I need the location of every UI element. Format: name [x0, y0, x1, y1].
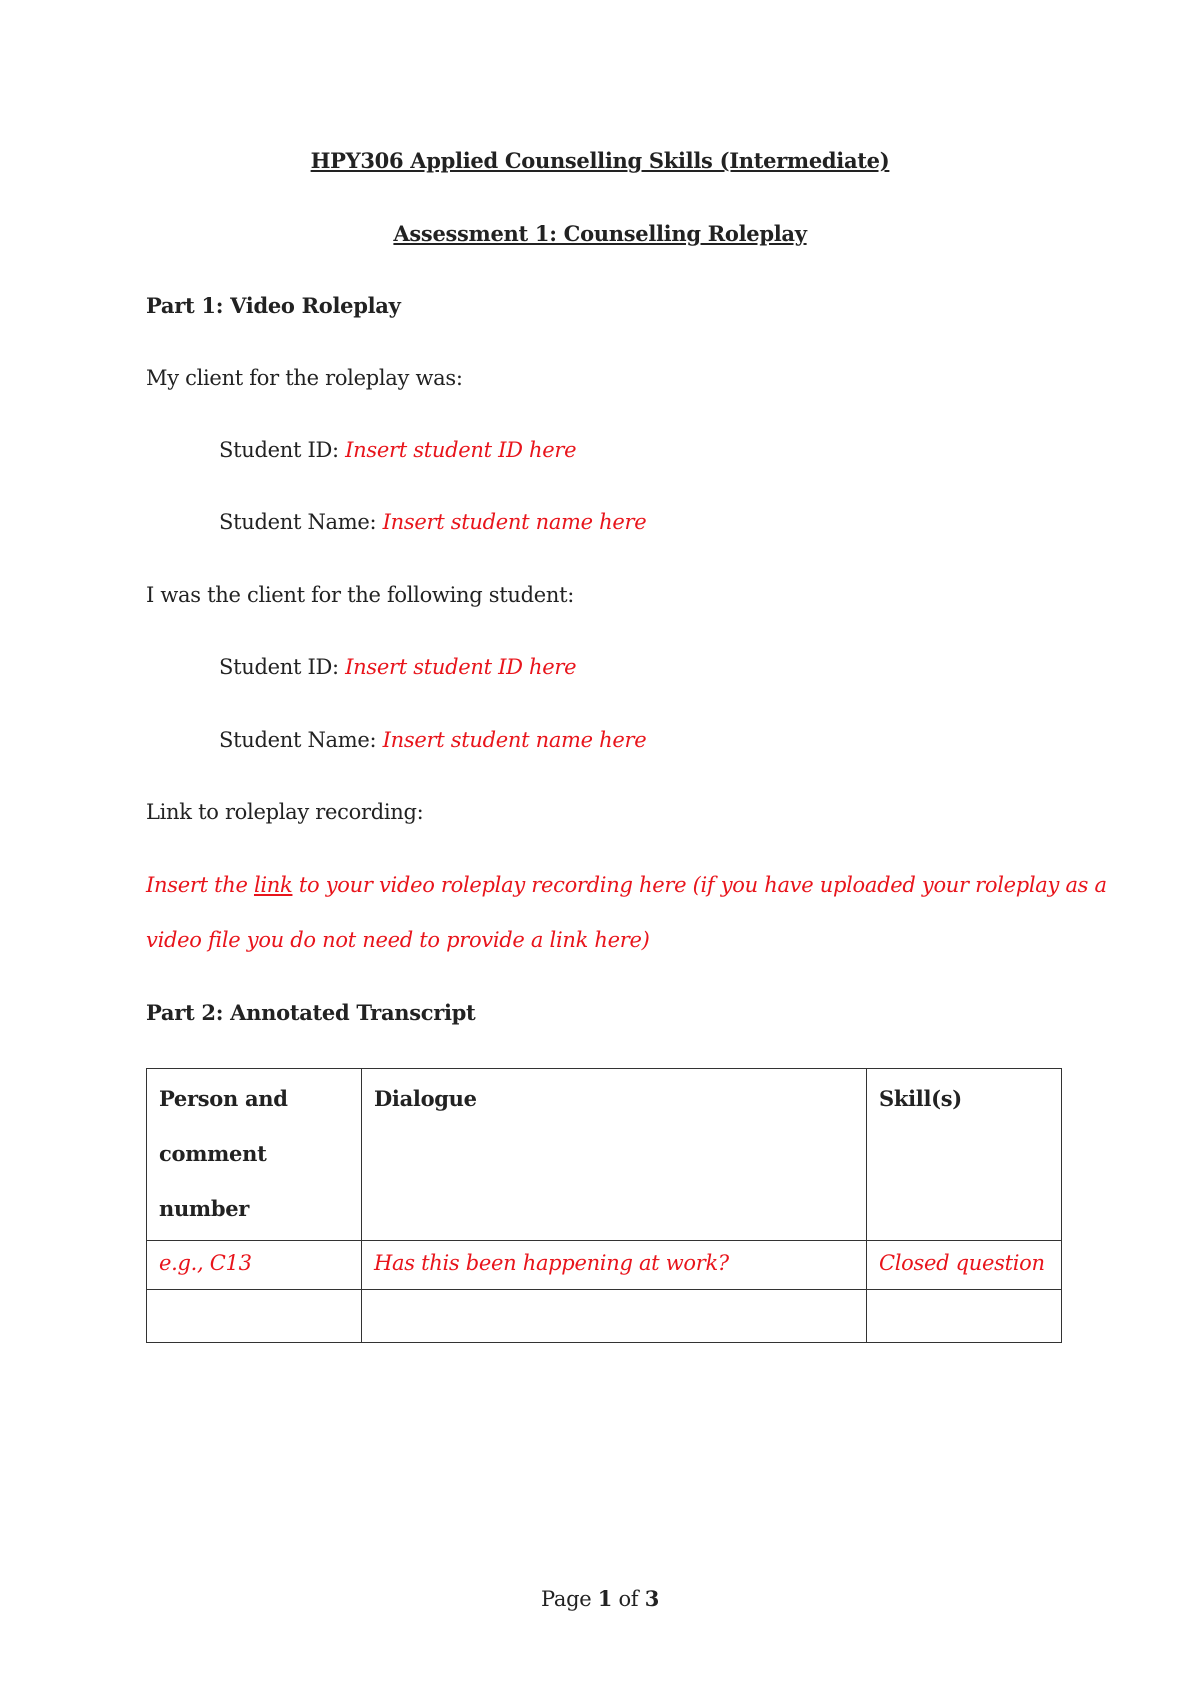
- link-instruction-line2: video file you do not need to provide a link here): [146, 928, 650, 952]
- example-dialogue-cell[interactable]: Has this been happening at work?: [362, 1241, 867, 1290]
- page-footer: [0, 1586, 1200, 1611]
- document-subtitle: Assessment 1: Counselling Roleplay: [393, 221, 807, 246]
- link-label: Link to roleplay recording:: [146, 800, 424, 824]
- client-id-line: [219, 438, 576, 462]
- client-name-label: Student Name:: [219, 510, 377, 534]
- table-row: [147, 1290, 1062, 1343]
- table-row: [147, 1241, 1062, 1290]
- counsellor-id-label: Student ID:: [219, 655, 339, 679]
- link-instruction-after: to your video roleplay recording here (if you have uploaded your roleplay as a: [298, 873, 1107, 897]
- client-intro: My client for the roleplay was:: [146, 366, 463, 390]
- counsellor-id-line: [219, 655, 576, 679]
- footer-page-prefix: Page: [540, 1587, 592, 1611]
- blank-person-cell[interactable]: [147, 1290, 362, 1343]
- counsellor-name-line: [219, 728, 646, 752]
- footer-page-of: of: [618, 1587, 639, 1611]
- client-name-line: [219, 510, 646, 534]
- footer-page-total: 3: [644, 1586, 659, 1611]
- header-person-cell: [147, 1069, 362, 1241]
- counsellor-id-placeholder[interactable]: Insert student ID here: [345, 655, 577, 679]
- link-instruction-line1: [146, 873, 1107, 897]
- table-header-row: [147, 1069, 1062, 1241]
- header-dialogue-cell: Dialogue: [362, 1069, 867, 1241]
- blank-skill-cell[interactable]: [867, 1290, 1062, 1343]
- header-skills-cell: Skill(s): [867, 1069, 1062, 1241]
- header-person-line1: Person and: [159, 1086, 288, 1111]
- client-id-label: Student ID:: [219, 438, 339, 462]
- example-skill-cell[interactable]: Closed question: [867, 1241, 1062, 1290]
- client-name-placeholder[interactable]: Insert student name here: [382, 510, 647, 534]
- part1-heading: Part 1: Video Roleplay: [146, 293, 401, 318]
- counsellor-name-label: Student Name:: [219, 728, 377, 752]
- transcript-table: [146, 1068, 1062, 1343]
- link-instruction-before: Insert the: [146, 873, 248, 897]
- client-id-placeholder[interactable]: Insert student ID here: [345, 438, 577, 462]
- blank-dialogue-cell[interactable]: [362, 1290, 867, 1343]
- document-title: HPY306 Applied Counselling Skills (Intermediate): [310, 148, 890, 173]
- counsellor-name-placeholder[interactable]: Insert student name here: [382, 728, 647, 752]
- example-person-cell[interactable]: e.g., C13: [147, 1241, 362, 1290]
- part2-heading: Part 2: Annotated Transcript: [146, 1000, 476, 1025]
- header-person-line2: comment number: [159, 1141, 267, 1221]
- link-word[interactable]: link: [253, 873, 293, 897]
- footer-page-number: 1: [597, 1586, 613, 1611]
- counsellor-intro: I was the client for the following student:: [146, 583, 575, 607]
